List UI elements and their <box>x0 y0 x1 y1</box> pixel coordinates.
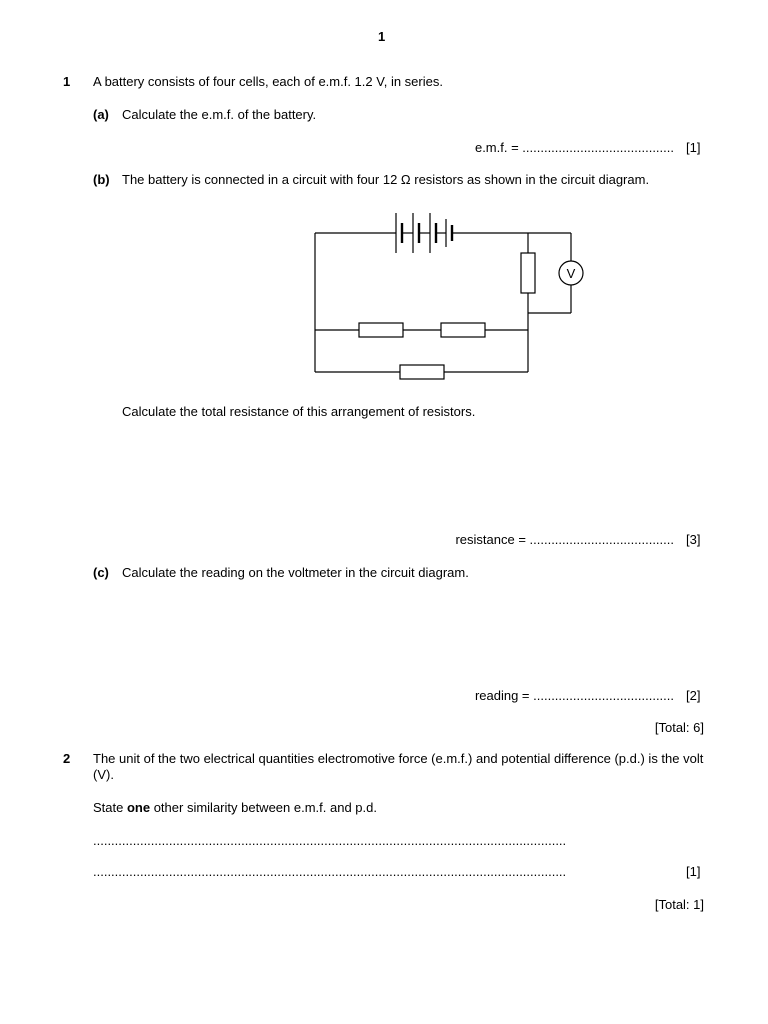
question-2-marks: [1] <box>686 864 701 879</box>
part-c-label: (c) <box>93 565 109 580</box>
instruction-text-before: State <box>93 800 127 815</box>
question-1-total: [Total: 6] <box>654 720 704 735</box>
part-b-marks: [3] <box>686 532 701 547</box>
question-2-total: [Total: 1] <box>654 897 704 912</box>
resistor-vertical <box>521 253 535 293</box>
part-b-answer-line[interactable]: resistance = ........................................ <box>455 532 674 547</box>
part-b-label: (b) <box>93 172 110 187</box>
part-a-marks: [1] <box>686 140 701 155</box>
part-b-text: The battery is connected in a circuit with four 12 Ω resistors as shown in the circuit diagram. <box>122 172 650 187</box>
part-c-text: Calculate the reading on the voltmeter in the circuit diagram. <box>122 565 469 580</box>
question-2-number: 2 <box>63 751 71 766</box>
instruction-emphasis: one <box>126 800 151 815</box>
resistor-series-2 <box>441 323 485 337</box>
part-c-marks: [2] <box>686 688 701 703</box>
part-a-label: (a) <box>93 107 109 122</box>
question-2-stem: The unit of the two electrical quantities electromotive force (e.m.f.) and potential difference (p.d.) is the volt (V). <box>93 751 704 782</box>
question-1-number: 1 <box>63 74 71 89</box>
instruction-text-after: other similarity between e.m.f. and p.d. <box>150 800 377 815</box>
part-c-answer-line[interactable]: reading = ....................................... <box>474 688 674 703</box>
part-b-instruction: Calculate the total resistance of this arrangement of resistors. <box>122 404 476 419</box>
question-2-instruction <box>93 800 377 816</box>
question-1-stem: A battery consists of four cells, each of e.m.f. 1.2 V, in series. <box>93 74 443 89</box>
resistor-series-1 <box>359 323 403 337</box>
question-2-answer-line-1[interactable]: ................................................................................................................................... <box>93 833 567 848</box>
question-2-answer-line-2[interactable]: ................................................................................................................................... <box>93 864 567 879</box>
part-a-answer-line[interactable]: e.m.f. = .......................................... <box>474 140 674 155</box>
part-a-text: Calculate the e.m.f. of the battery. <box>122 107 317 122</box>
resistor-bottom <box>400 365 444 379</box>
page-number: 1 <box>378 29 386 44</box>
circuit-diagram <box>300 205 590 385</box>
battery-symbol <box>396 213 452 253</box>
voltmeter-label: V <box>566 266 576 281</box>
